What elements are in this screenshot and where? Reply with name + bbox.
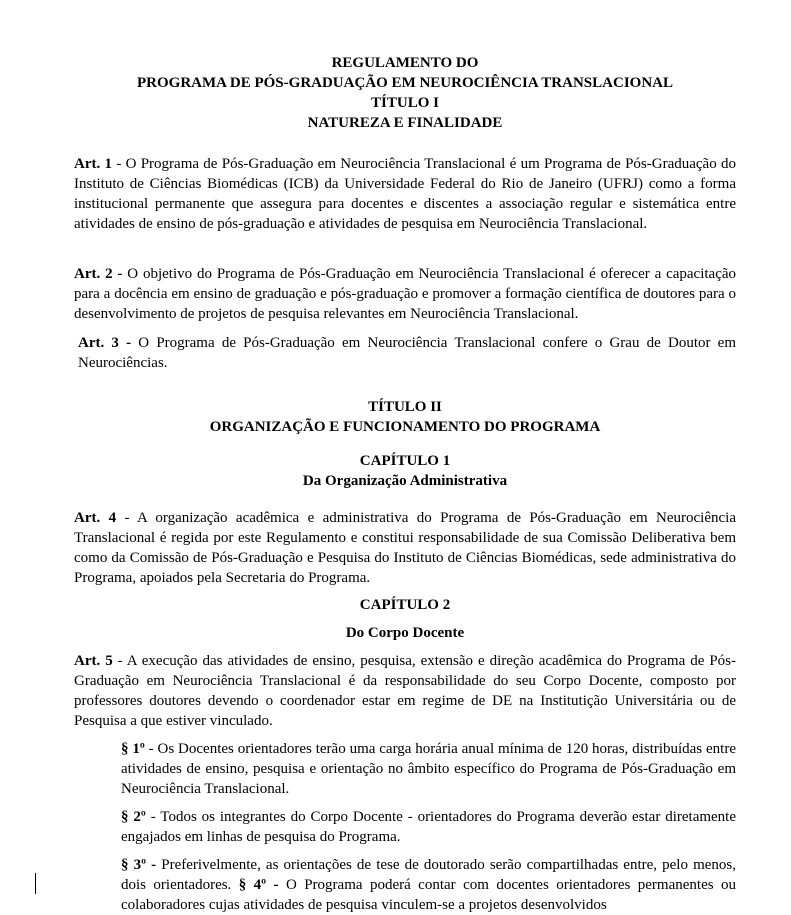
article-4-text: - A organização acadêmica e administrativa do Programa de Pós-Graduação em Neurociência Translacional é regida por este Regulamento e constitui responsabilidade de sua Comissão Deliberativa bem como da Comissão de Pós-Graduação e Pesquisa do Instituto de Ciências Biomédicas, sede administrativa do Programa, apoiados pela Secretaria do Programa. bbox=[74, 510, 736, 586]
paragraph-3-text: Preferivelmente, as orientações de tese de doutorado serão compartilhadas entre, pelo menos, dois orientadores. bbox=[121, 857, 736, 893]
article-3-text: O Programa de Pós-Graduação em Neurociência Translacional confere o Grau de Doutor em Neurociências. bbox=[78, 335, 736, 371]
article-4-label: Art. 4 bbox=[74, 510, 117, 526]
header-line-natureza: NATUREZA E FINALIDADE bbox=[307, 115, 503, 131]
revision-change-bar bbox=[35, 873, 36, 894]
header-line-programa: PROGRAMA DE PÓS-GRADUAÇÃO EM NEUROCIÊNCIA TRANSLACIONAL bbox=[136, 75, 673, 91]
capitulo-1-heading bbox=[74, 451, 736, 491]
article-3 bbox=[74, 333, 736, 373]
article-1 bbox=[74, 154, 736, 234]
paragraph-4-label: § 4º - bbox=[238, 877, 279, 893]
paragraph-4-text: O Programa poderá contar com docentes orientadores permanentes ou colaboradores cujas atividades de pesquisa vinculem-se a projetos desenvolvidos bbox=[121, 877, 736, 913]
header-line-titulo-1: TÍTULO I bbox=[371, 95, 439, 111]
article-5-label: Art. 5 bbox=[74, 653, 113, 669]
article-5-text: - A execução das atividades de ensino, pesquisa, extensão e direção acadêmica do Programa de Pós-Graduação em Neurociência Translacional é da responsabilidade do seu Corpo Docente, composto por professores doutores devendo o coordenador estar em regime de DE na Institutição Universitária ou de Pesquisa a que estiver vinculado. bbox=[74, 653, 736, 729]
document-header bbox=[74, 53, 736, 133]
paragraph-3-label: § 3º - bbox=[121, 857, 157, 873]
article-5 bbox=[74, 651, 736, 731]
titulo-2-heading bbox=[74, 397, 736, 437]
header-line-regulamento: REGULAMENTO DO bbox=[331, 55, 479, 71]
capitulo-2-title: CAPÍTULO 2 bbox=[359, 597, 451, 613]
paragraph-1-label: § 1º bbox=[121, 741, 145, 757]
paragraph-2-label: § 2º bbox=[121, 809, 146, 825]
capitulo-2-subtitle: Do Corpo Docente bbox=[345, 625, 465, 641]
titulo-2-title: TÍTULO II bbox=[368, 399, 442, 415]
paragraph-2-text: - Todos os integrantes do Corpo Docente - orientadores do Programa deverão estar diretamente engajados em linhas de pesquisa do Programa. bbox=[121, 809, 737, 845]
capitulo-1-subtitle: Da Organização Administrativa bbox=[302, 473, 508, 489]
paragraph-1-text: - Os Docentes orientadores terão uma carga horária anual mínima de 120 horas, distribuídas entre atividades de ensino, pesquisa e orientação no âmbito específico do Programa de Pós-Graduação em Neurociência Translacional. bbox=[121, 741, 736, 797]
capitulo-1-title: CAPÍTULO 1 bbox=[359, 453, 451, 469]
article-4 bbox=[74, 508, 736, 588]
article-3-label: Art. 3 - bbox=[78, 335, 132, 351]
paragraph-1 bbox=[121, 739, 736, 799]
article-1-text: - O Programa de Pós-Graduação em Neurociência Translacional é um Programa de Pós-Graduação do Instituto de Ciências Biomédicas (ICB) da Universidade Federal do Rio de Janeiro (UFRJ) como a forma institucional permanente que assegura para docentes e discentes a associação regular e sistemática entre atividades de ensino de pós-graduação e atividades de pesquisa em Neurociência Translacional. bbox=[74, 156, 736, 232]
titulo-2-subtitle: ORGANIZAÇÃO E FUNCIONAMENTO DO PROGRAMA bbox=[209, 419, 601, 435]
paragraph-2 bbox=[121, 807, 736, 847]
paragraph-3 bbox=[121, 855, 736, 915]
article-2 bbox=[74, 264, 736, 324]
article-2-label: Art. 2 - bbox=[74, 266, 123, 282]
article-1-label: Art. 1 bbox=[74, 156, 113, 172]
article-2-text: O objetivo do Programa de Pós-Graduação em Neurociência Translacional é oferecer a capacitação para a docência em ensino de graduação e pós-graduação e promover a formação científica de doutores para o desenvolvimento de projetos de pesquisa relevantes em Neurociência Translacional. bbox=[74, 266, 737, 322]
